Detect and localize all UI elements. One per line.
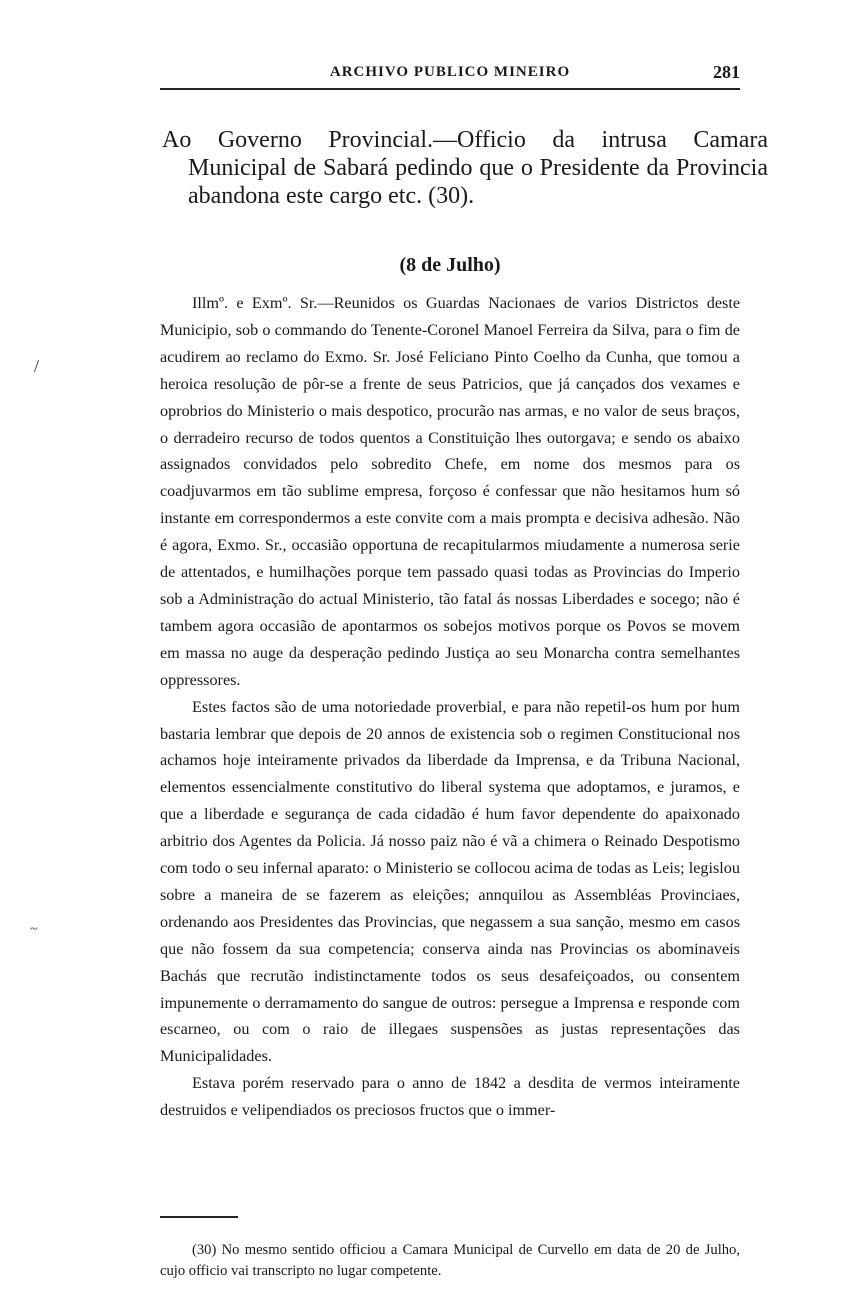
body-text — [160, 290, 740, 1124]
page-number: 281 — [713, 62, 740, 82]
footnote: (30) No mesmo sentido officiou a Camara Municipal de Curvello em data de 20 de Julho, cujo officio vai transcripto no lugar competente. — [160, 1242, 740, 1279]
paragraph-2: Estes factos são de uma notoriedade proverbial, e para não repetil-os hum por hum bastaria lembrar que depois de 20 annos de existencia sob o regimen Constitucional nos achamos hoje inteiramente privados da liberdade da Imprensa, e da Tribuna Nacional, elementos essencialmente constitutivo do liberal systema que adoptamos, e juramos, e que a liberdade e segurança de cada cidadão é hum favor dependente do apaixonado arbitrio dos Agentes da Policia. Já nosso paiz não é vã a chimera o Reinado Despotismo com todo o seu infernal aparato: o Ministerio se collocou acima de todas as Leis; legislou sobre a maneira de se fazerem as eleições; annquilou as Assembléas Provinciaes, ordenando aos Presidentes das Provincias, que negassem a sua sanção, mesmo em casos que não fossem da sua competencia; conserva ainda nas Provincias os abominaveis Bachás que recrutão indistinctamente todos os seus desafeiçoados, ou consentem impunemente o derramamento do sangue de outros: persegue a Imprensa e responde com escarneo, ou com o raio de illegaes suspensões as justas representações das Municipalidades. — [160, 697, 740, 1066]
margin-ink-mark: ~ — [30, 922, 38, 937]
running-title: ARCHIVO PUBLICO MINEIRO — [329, 64, 571, 80]
header-rule — [160, 88, 740, 90]
date-line: (8 de Julho) — [399, 254, 501, 276]
footnote-rule — [160, 1216, 238, 1218]
paragraph-3: Estava porém reservado para o anno de 1842 a desdita de vermos inteiramente destruidos e velipendiados os preciosos fructos que o immer- — [160, 1074, 740, 1120]
margin-pencil-mark: / — [34, 356, 40, 376]
paragraph-1: Illmº. e Exmº. Sr.—Reunidos os Guardas Nacionaes de varios Districtos deste Municipio, sob o commando do Tenente-Coronel Manoel Ferreira da Silva, para o fim de acudirem ao reclamo do Exmo. Sr. José Feliciano Pinto Coelho da Cunha, que tomou a heroica resolução de pôr-se a frente de seus Patricios, que já cançados dos vexames e oprobrios do Ministerio o mais despotico, procurão nas armas, e no valor de seus braços, o derradeiro recurso de todos quentos a Constituição lhes outorgava; e sendo os abaixo assignados convidados pelo sobredito Chefe, em nome dos mesmos para os coadjuvarmos em tão sublime empresa, forçoso é confessar que não hesitamos hum só instante em correspondermos a este convite com a mais prompta e decisiva adhesão. Não é agora, Exmo. Sr., occasião opportuna de recapitularmos miudamente a numerosa serie de attentados, e humilhações porque tem passado quasi todas as Provincias do Imperio sob a Administração do actual Ministerio, tão fatal ás nossas Liberdades e socego; não é tambem agora occasião de apontarmos os sobejos motivos porque os Povos se movem em massa no auge da desperação pedindo Justiça ao seu Monarcha contra semelhantes oppressores. — [160, 294, 740, 689]
running-header — [160, 62, 740, 86]
article-title: Ao Governo Provincial.—Officio da intrusa Camara Municipal de Sabará pedindo que o Presidente da Provincia abandona este cargo etc. (30). — [162, 127, 768, 209]
